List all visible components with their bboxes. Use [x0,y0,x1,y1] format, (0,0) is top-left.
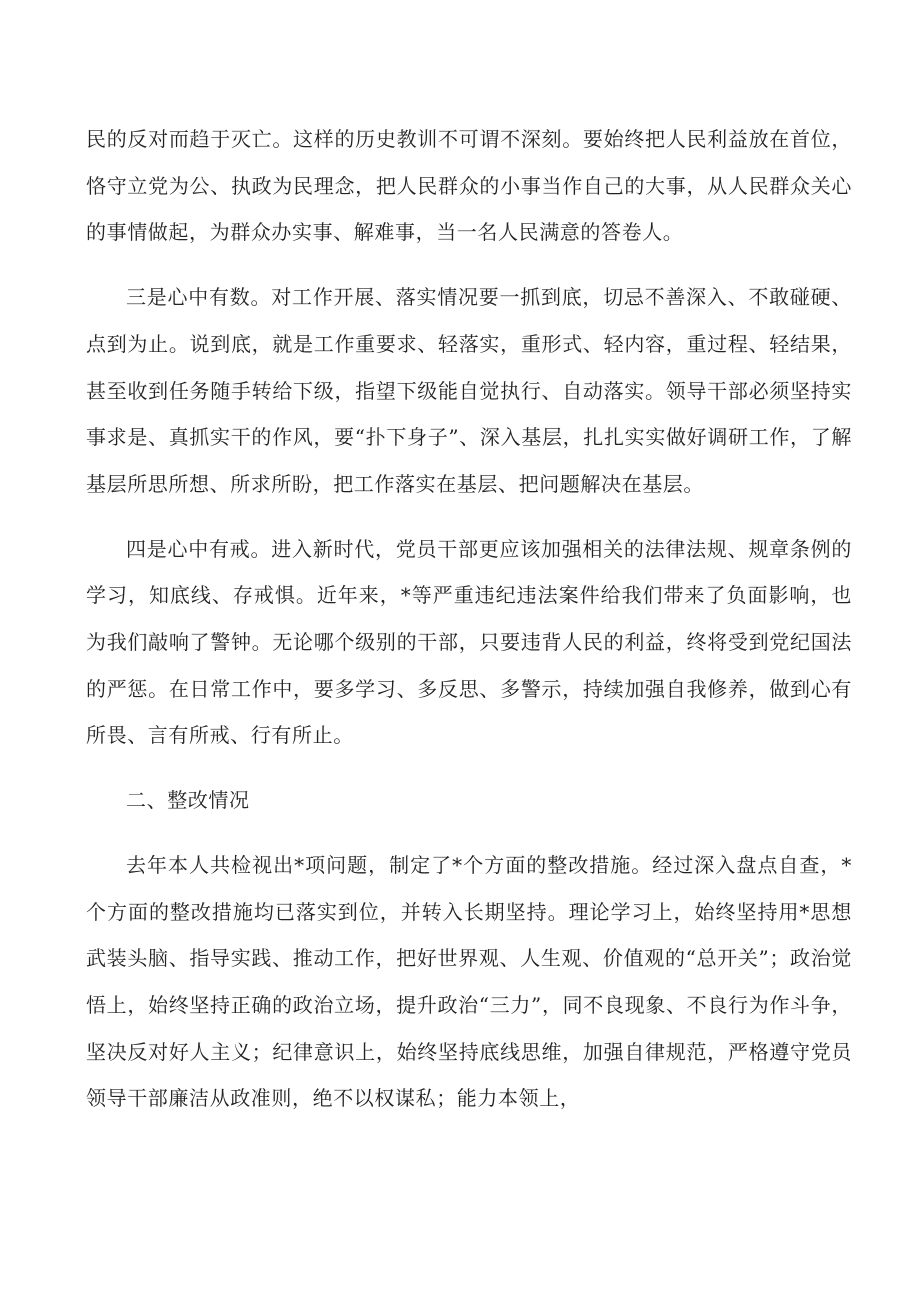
paragraph-continued: 民的反对而趋于灭亡。这样的历史教训不可谓不深刻。要始终把人民利益放在首位，恪守立党为公、执政为民理念，把人民群众的小事当作自己的大事，从人民群众关心的事情做起，为群众办实事、解难事，当一名人民满意的答卷人。 [86,127,852,245]
section-heading: 二、整改情况 [126,788,250,813]
paragraph-rectification: 去年本人共检视出*项问题，制定了*个方面的整改措施。经过深入盘点自查，*个方面的整改措施均已落实到位，并转入长期坚持。理论学习上，始终坚持用*思想武装头脑、指导实践、推动工作，把好世界观、人生观、价值观的“总开关”；政治觉悟上，始终坚持正确的政治立场，提升政治“三力”，同不良现象、不良行为作斗争，坚决反对好人主义；纪律意识上，始终坚持底线思维，加强自律规范，严格遵守党员领导干部廉洁从政准则，绝不以权谋私；能力本领上， [86,852,852,1111]
document-body [86,116,852,1140]
paragraph-xin-zhong-you-shu: 三是心中有数。对工作开展、落实情况要一抓到底，切忌不善深入、不敢碰硬、点到为止。说到底，就是工作重要求、轻落实，重形式、轻内容，重过程、轻结果，甚至收到任务随手转给下级，指望下级能自觉执行、自动落实。领导干部必须坚持实事求是、真抓实干的作风，要“扑下身子”、深入基层，扎扎实实做好调研工作，了解基层所思所想、所求所盼，把工作落实在基层、把问题解决在基层。 [86,285,852,496]
paragraph-xin-zhong-you-jie: 四是心中有戒。进入新时代，党员干部更应该加强相关的法律法规、规章条例的学习，知底线、存戒惧。近年来，*等严重违纪违法案件给我们带来了负面影响，也为我们敲响了警钟。无论哪个级别的干部，只要违背人民的利益，终将受到党纪国法的严惩。在日常工作中，要多学习、多反思、多警示，持续加强自我修养，做到心有所畏、言有所戒、行有所止。 [86,536,852,748]
